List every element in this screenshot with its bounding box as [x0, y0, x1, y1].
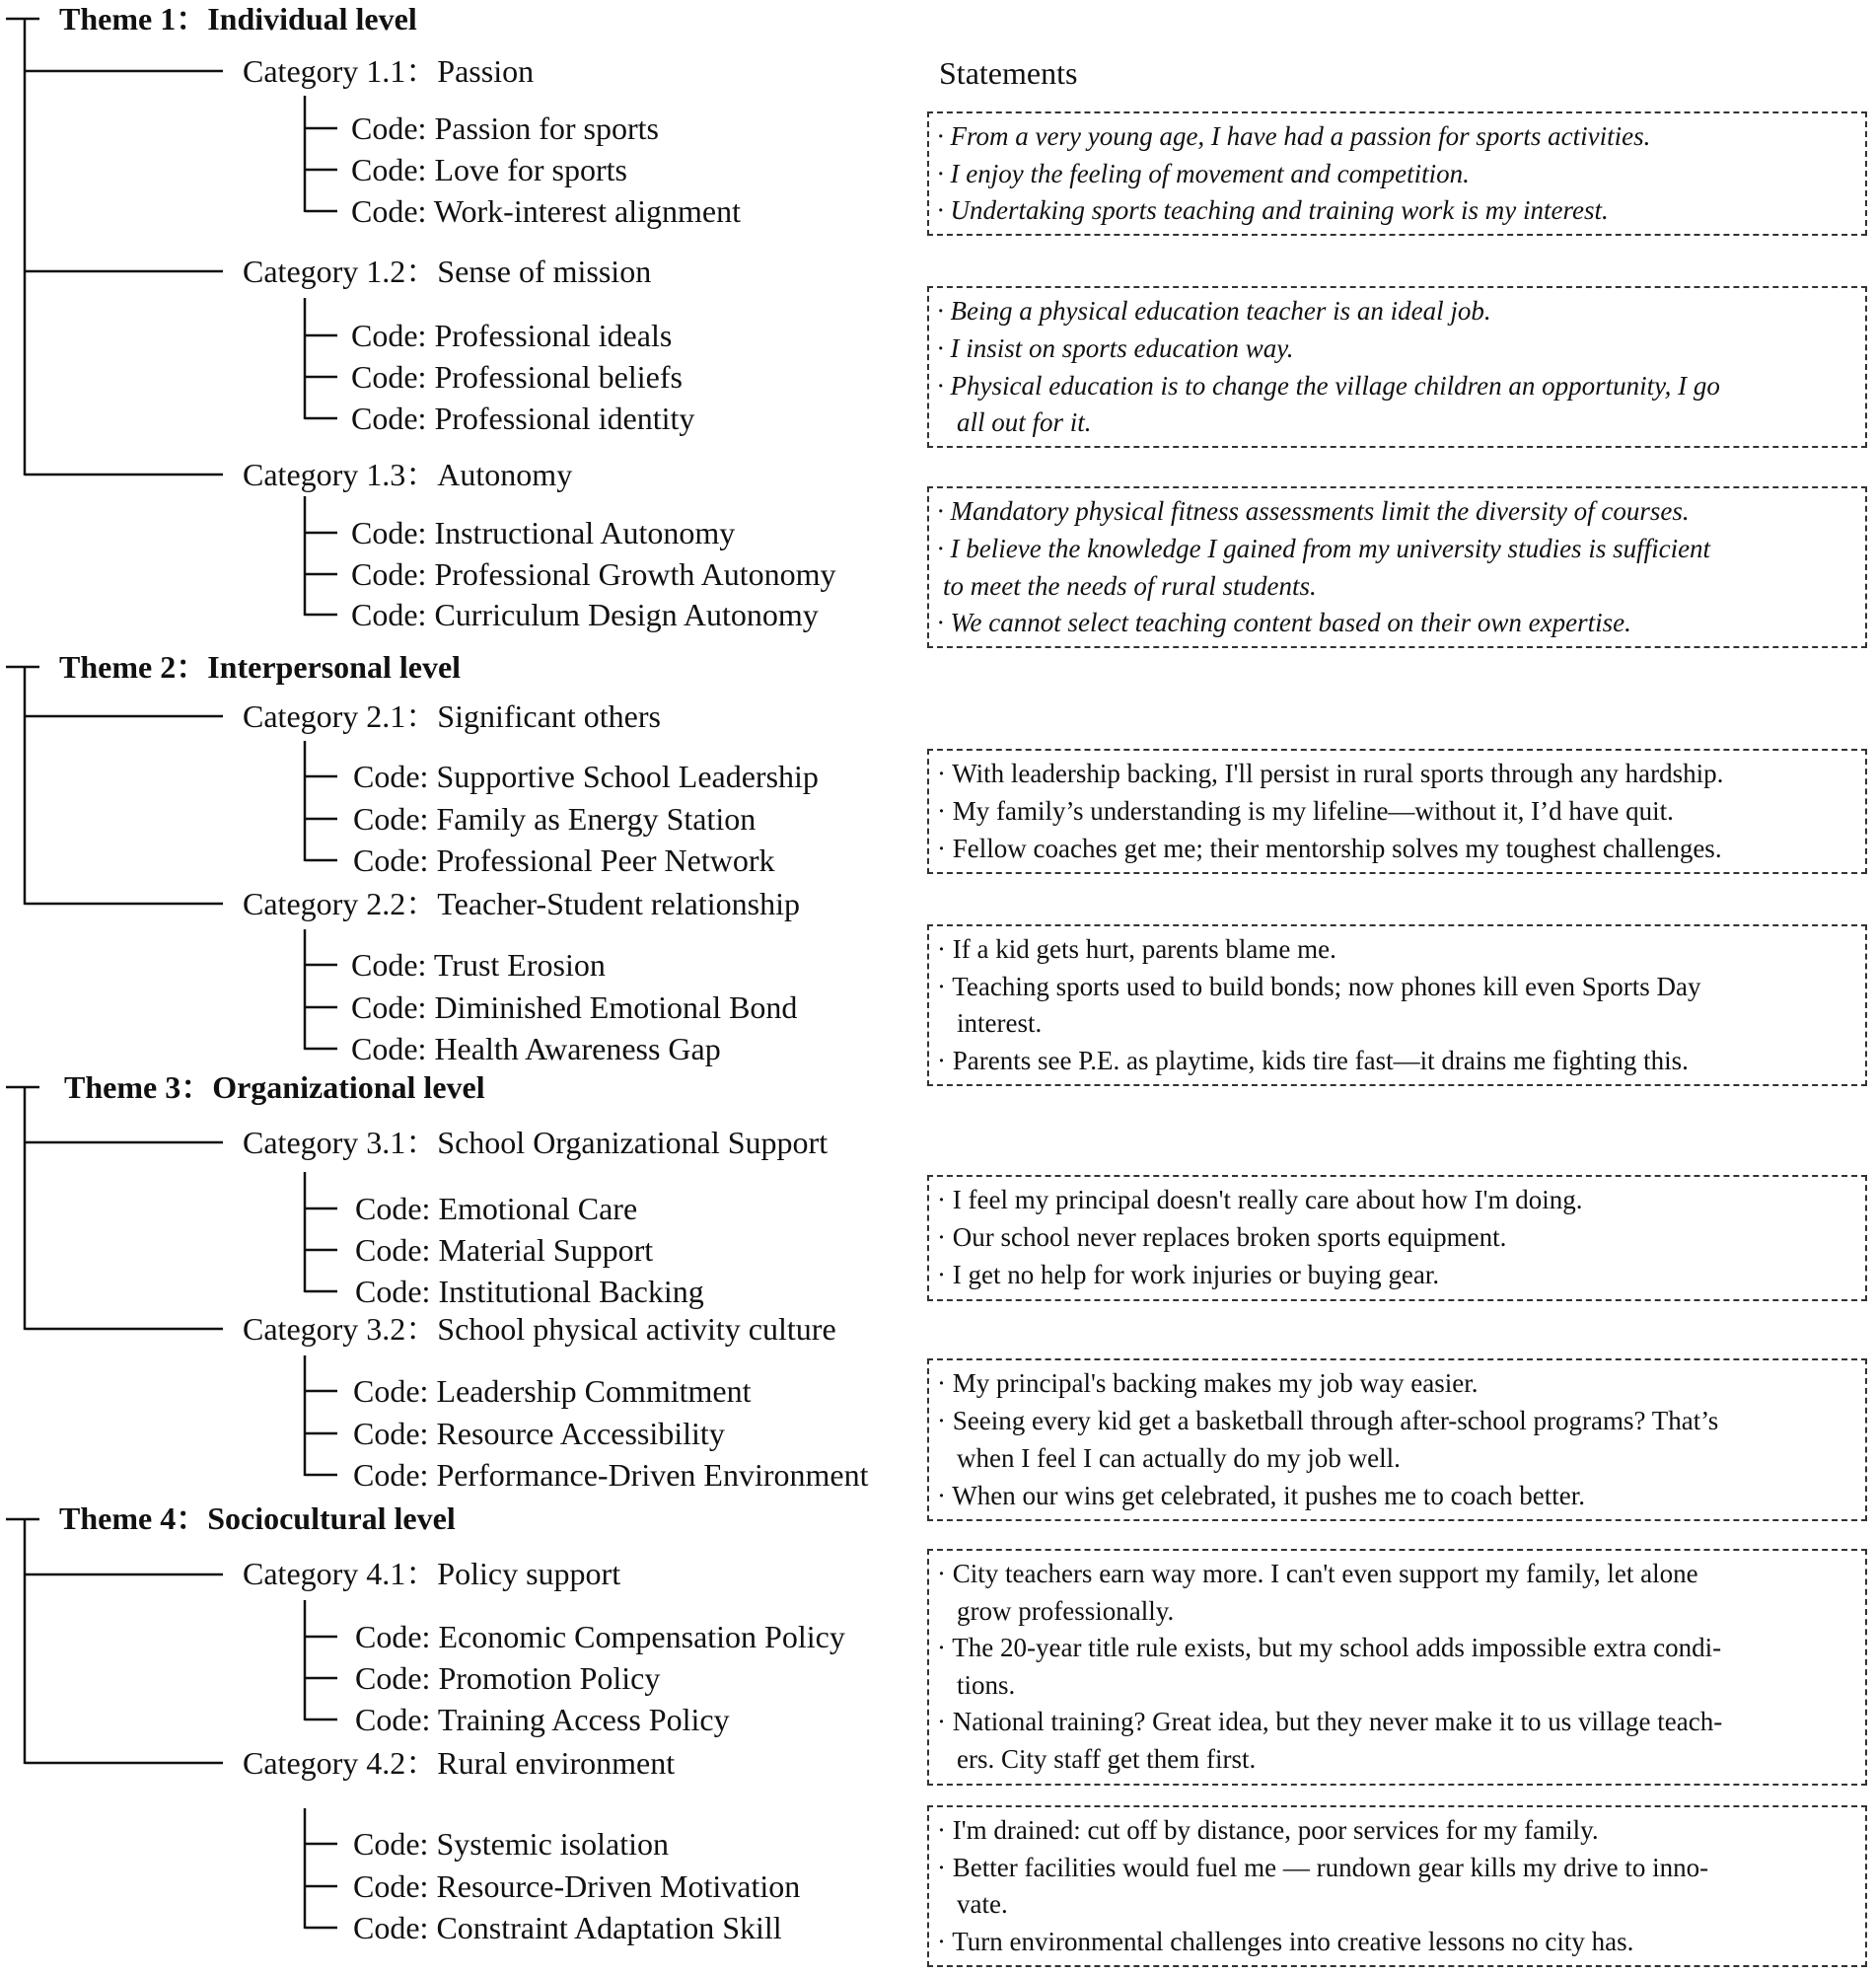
statement-4-1-2: grow professionally.	[957, 1596, 1175, 1626]
theme-3-title: Theme 3：Organizational level	[64, 1069, 485, 1105]
theme-4-title: Theme 4：Sociocultural level	[59, 1500, 456, 1536]
code-1-1-2: Code: Love for sports	[351, 152, 627, 187]
statement-4-2-4: · Turn environmental challenges into creative lessons no city has.	[937, 1927, 1634, 1956]
category-1-1: Category 1.1：Passion	[243, 53, 535, 89]
statement-2-1-2: · My family’s understanding is my lifeline—without it, I’d have quit.	[937, 796, 1674, 826]
statement-3-1-2: · Our school never replaces broken sports equipment.	[937, 1222, 1507, 1252]
category-4-2: Category 4.2：Rural environment	[243, 1745, 676, 1781]
code-3-2-2: Code: Resource Accessibility	[353, 1416, 725, 1451]
statement-1-2-3: · Physical education is to change the village children an opportunity, I go	[937, 371, 1720, 401]
code-4-1-1: Code: Economic Compensation Policy	[355, 1619, 845, 1654]
statement-2-1-1: · With leadership backing, I'll persist in rural sports through any hardship.	[937, 759, 1724, 788]
category-4-1: Category 4.1：Policy support	[243, 1556, 621, 1591]
statement-1-1-2: · I enjoy the feeling of movement and competition.	[937, 159, 1470, 188]
statement-4-2-1: · I'm drained: cut off by distance, poor services for my family.	[937, 1815, 1599, 1845]
statement-2-2-3: interest.	[957, 1008, 1043, 1038]
code-2-2-3: Code: Health Awareness Gap	[351, 1031, 721, 1066]
code-2-1-3: Code: Professional Peer Network	[353, 842, 775, 878]
statement-3-1-1: · I feel my principal doesn't really care about how I'm doing.	[937, 1185, 1583, 1214]
theme-1-title: Theme 1：Individual level	[59, 1, 417, 37]
category-2-2: Category 2.2：Teacher-Student relationship	[243, 886, 800, 921]
statement-1-2-4: all out for it.	[957, 407, 1092, 437]
statement-1-2-2: · I insist on sports education way.	[937, 333, 1294, 363]
statement-3-2-2: · Seeing every kid get a basketball through after-school programs? That’s	[937, 1406, 1719, 1435]
statement-4-1-5: · National training? Great idea, but they never make it to us village teach-	[937, 1707, 1723, 1736]
statement-1-3-4: · We cannot select teaching content based on their own expertise.	[937, 608, 1631, 637]
statement-4-2-2: · Better facilities would fuel me — rundown gear kills my drive to inno-	[937, 1853, 1709, 1882]
statement-1-3-3: to meet the needs of rural students.	[943, 571, 1317, 601]
code-4-2-1: Code: Systemic isolation	[353, 1826, 669, 1862]
code-1-2-1: Code: Professional ideals	[351, 318, 673, 353]
statement-1-3-2: · I believe the knowledge I gained from my university studies is sufficient	[937, 534, 1711, 563]
code-4-2-3: Code: Constraint Adaptation Skill	[353, 1910, 782, 1945]
statement-1-3-1: · Mandatory physical fitness assessments limit the diversity of courses.	[937, 496, 1690, 526]
statement-4-1-6: ers. City staff get them first.	[957, 1744, 1257, 1774]
statement-1-2-1: · Being a physical education teacher is an ideal job.	[937, 296, 1491, 326]
statement-4-2-3: vate.	[957, 1889, 1008, 1919]
category-3-2: Category 3.2：School physical activity culture	[243, 1311, 836, 1347]
category-1-2: Category 1.2：Sense of mission	[243, 254, 652, 289]
statement-2-2-2: · Teaching sports used to build bonds; now phones kill even Sports Day	[937, 972, 1701, 1001]
code-1-3-2: Code: Professional Growth Autonomy	[351, 556, 836, 592]
code-3-1-3: Code: Institutional Backing	[355, 1274, 704, 1309]
code-1-1-1: Code: Passion for sports	[351, 110, 659, 146]
code-2-2-1: Code: Trust Erosion	[351, 947, 606, 983]
code-4-1-2: Code: Promotion Policy	[355, 1660, 661, 1696]
statement-2-1-3: · Fellow coaches get me; their mentorship solves my toughest challenges.	[937, 834, 1722, 863]
statement-4-1-3: · The 20-year title rule exists, but my school adds impossible extra condi-	[937, 1633, 1722, 1662]
statement-3-2-4: · When our wins get celebrated, it pushes me to coach better.	[937, 1481, 1586, 1510]
code-2-1-1: Code: Supportive School Leadership	[353, 759, 819, 794]
statement-3-1-3: · I get no help for work injuries or buying gear.	[937, 1260, 1440, 1289]
code-3-2-1: Code: Leadership Commitment	[353, 1373, 752, 1409]
code-1-3-1: Code: Instructional Autonomy	[351, 515, 736, 550]
code-1-2-2: Code: Professional beliefs	[351, 359, 683, 395]
category-1-3: Category 1.3：Autonomy	[243, 457, 573, 492]
code-2-2-2: Code: Diminished Emotional Bond	[351, 989, 798, 1025]
statement-1-1-1: · From a very young age, I have had a passion for sports activities.	[937, 121, 1651, 151]
code-1-3-3: Code: Curriculum Design Autonomy	[351, 597, 819, 632]
code-3-2-3: Code: Performance-Driven Environment	[353, 1457, 869, 1493]
code-3-1-2: Code: Material Support	[355, 1232, 654, 1268]
statement-2-2-4: · Parents see P.E. as playtime, kids tire fast—it drains me fighting this.	[937, 1046, 1689, 1075]
code-3-1-1: Code: Emotional Care	[355, 1191, 638, 1226]
category-2-1: Category 2.1：Significant others	[243, 698, 661, 734]
statement-3-2-3: when I feel I can actually do my job well.	[957, 1443, 1401, 1473]
code-4-1-3: Code: Training Access Policy	[355, 1702, 730, 1737]
code-4-2-2: Code: Resource-Driven Motivation	[353, 1868, 801, 1904]
code-1-2-3: Code: Professional identity	[351, 401, 695, 436]
code-1-1-3: Code: Work-interest alignment	[351, 193, 741, 229]
category-3-1: Category 3.1：School Organizational Support	[243, 1125, 829, 1160]
statements-header: Statements	[939, 55, 1078, 91]
theme-2-title: Theme 2：Interpersonal level	[59, 649, 462, 685]
statement-4-1-4: tions.	[957, 1670, 1016, 1700]
statement-2-2-1: · If a kid gets hurt, parents blame me.	[937, 934, 1336, 964]
statement-1-1-3: · Undertaking sports teaching and training work is my interest.	[937, 195, 1609, 225]
statement-4-1-1: · City teachers earn way more. I can't even support my family, let alone	[937, 1559, 1698, 1588]
statement-3-2-1: · My principal's backing makes my job way easier.	[937, 1368, 1479, 1398]
code-2-1-2: Code: Family as Energy Station	[353, 801, 757, 837]
